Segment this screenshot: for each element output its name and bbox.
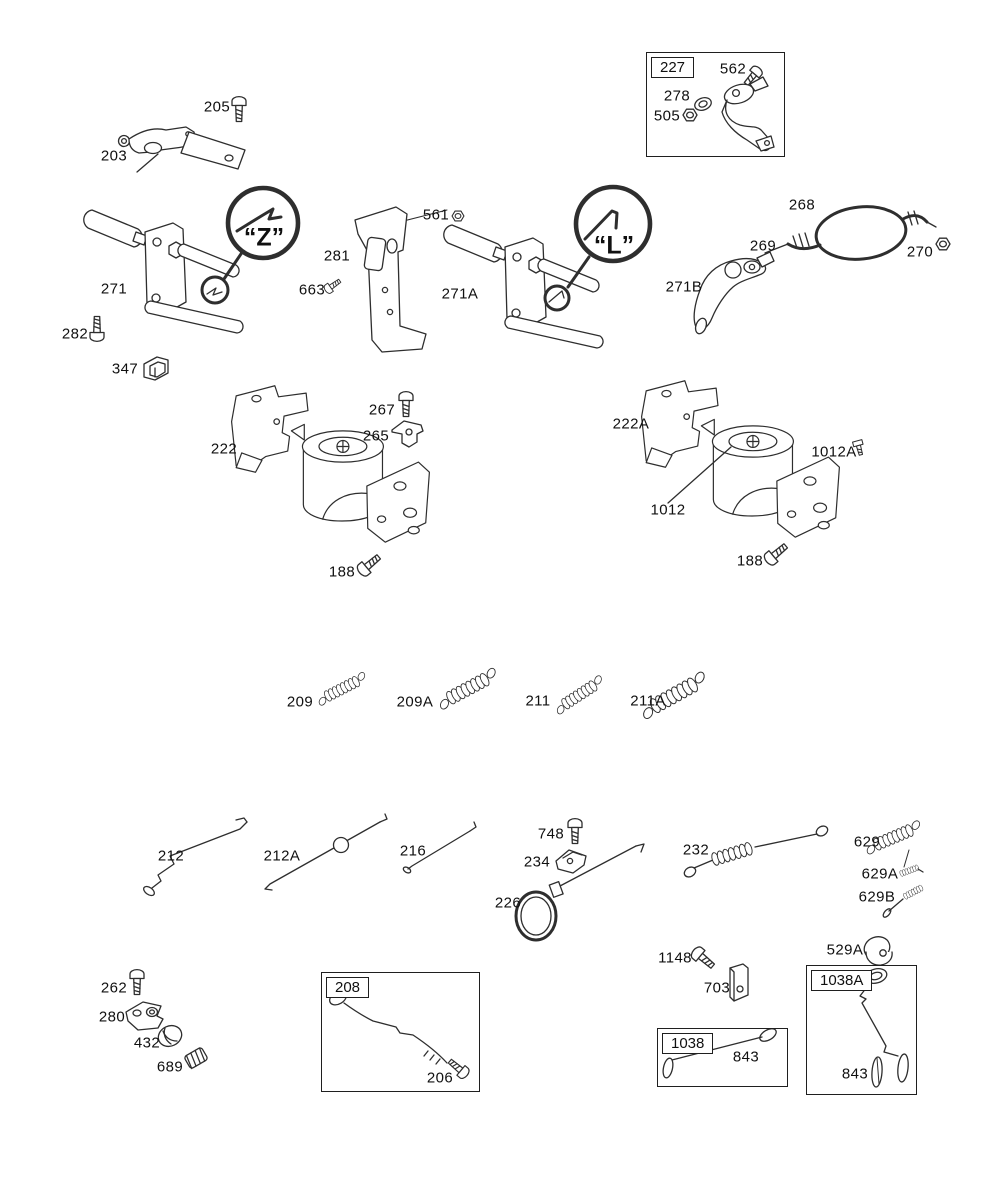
inset-box-1038 [657, 1028, 788, 1087]
part-label-689: 689 [156, 1058, 184, 1076]
inset-label-1038: 1038 [662, 1033, 713, 1054]
part-label-1012A: 1012A [811, 443, 857, 461]
part-label-232: 232 [682, 841, 710, 859]
part-label-843-1038A: 843 [841, 1065, 869, 1083]
part-label-505: 505 [653, 107, 681, 125]
part-label-432: 432 [133, 1034, 161, 1052]
part-label-222A: 222A [612, 415, 650, 433]
part-label-562: 562 [719, 60, 747, 78]
part-label-206: 206 [426, 1069, 454, 1087]
inset-box-1038A [806, 965, 917, 1095]
part-label-265: 265 [362, 427, 390, 445]
part-label-1012: 1012 [650, 501, 686, 519]
part-label-748: 748 [537, 825, 565, 843]
part-label-281: 281 [323, 247, 351, 265]
part-label-561: 561 [422, 206, 450, 224]
part-label-271B: 271B [665, 278, 703, 296]
part-label-843-1038: 843 [732, 1048, 760, 1066]
part-label-629: 629 [853, 833, 881, 851]
part-label-209: 209 [286, 693, 314, 711]
inset-box-227 [646, 52, 785, 157]
part-label-211: 211 [525, 692, 551, 710]
part-label-205: 205 [203, 98, 231, 116]
part-label-278: 278 [663, 87, 691, 105]
part-label-callout-z: “Z” [243, 223, 285, 252]
part-label-268: 268 [788, 196, 816, 214]
part-label-347: 347 [111, 360, 139, 378]
inset-label-1038A: 1038A [811, 970, 872, 991]
part-label-629B: 629B [858, 888, 896, 906]
part-label-282: 282 [61, 325, 89, 343]
part-label-529A: 529A [826, 941, 864, 959]
part-label-280: 280 [98, 1008, 126, 1026]
part-label-188-left: 188 [328, 563, 356, 581]
part-label-216: 216 [399, 842, 427, 860]
part-label-212A: 212A [263, 847, 301, 865]
part-label-270: 270 [906, 243, 934, 261]
part-label-211A: 211A [630, 692, 666, 710]
inset-label-227: 227 [651, 57, 694, 78]
part-label-188-right: 188 [736, 552, 764, 570]
part-label-226: 226 [494, 894, 522, 912]
part-label-1148: 1148 [658, 949, 692, 967]
part-label-234: 234 [523, 853, 551, 871]
part-label-267: 267 [368, 401, 396, 419]
part-label-212: 212 [157, 847, 185, 865]
part-label-209A: 209A [396, 693, 434, 711]
part-label-269: 269 [749, 237, 777, 255]
part-label-703: 703 [703, 979, 731, 997]
part-label-629A: 629A [861, 865, 899, 883]
part-label-271: 271 [100, 280, 128, 298]
part-label-663: 663 [298, 281, 326, 299]
part-label-271A: 271A [441, 285, 479, 303]
part-label-222: 222 [210, 440, 238, 458]
part-label-callout-l: “L” [593, 231, 635, 260]
part-label-203: 203 [100, 147, 128, 165]
part-label-262: 262 [100, 979, 128, 997]
inset-label-208: 208 [326, 977, 369, 998]
inset-box-208 [321, 972, 480, 1092]
